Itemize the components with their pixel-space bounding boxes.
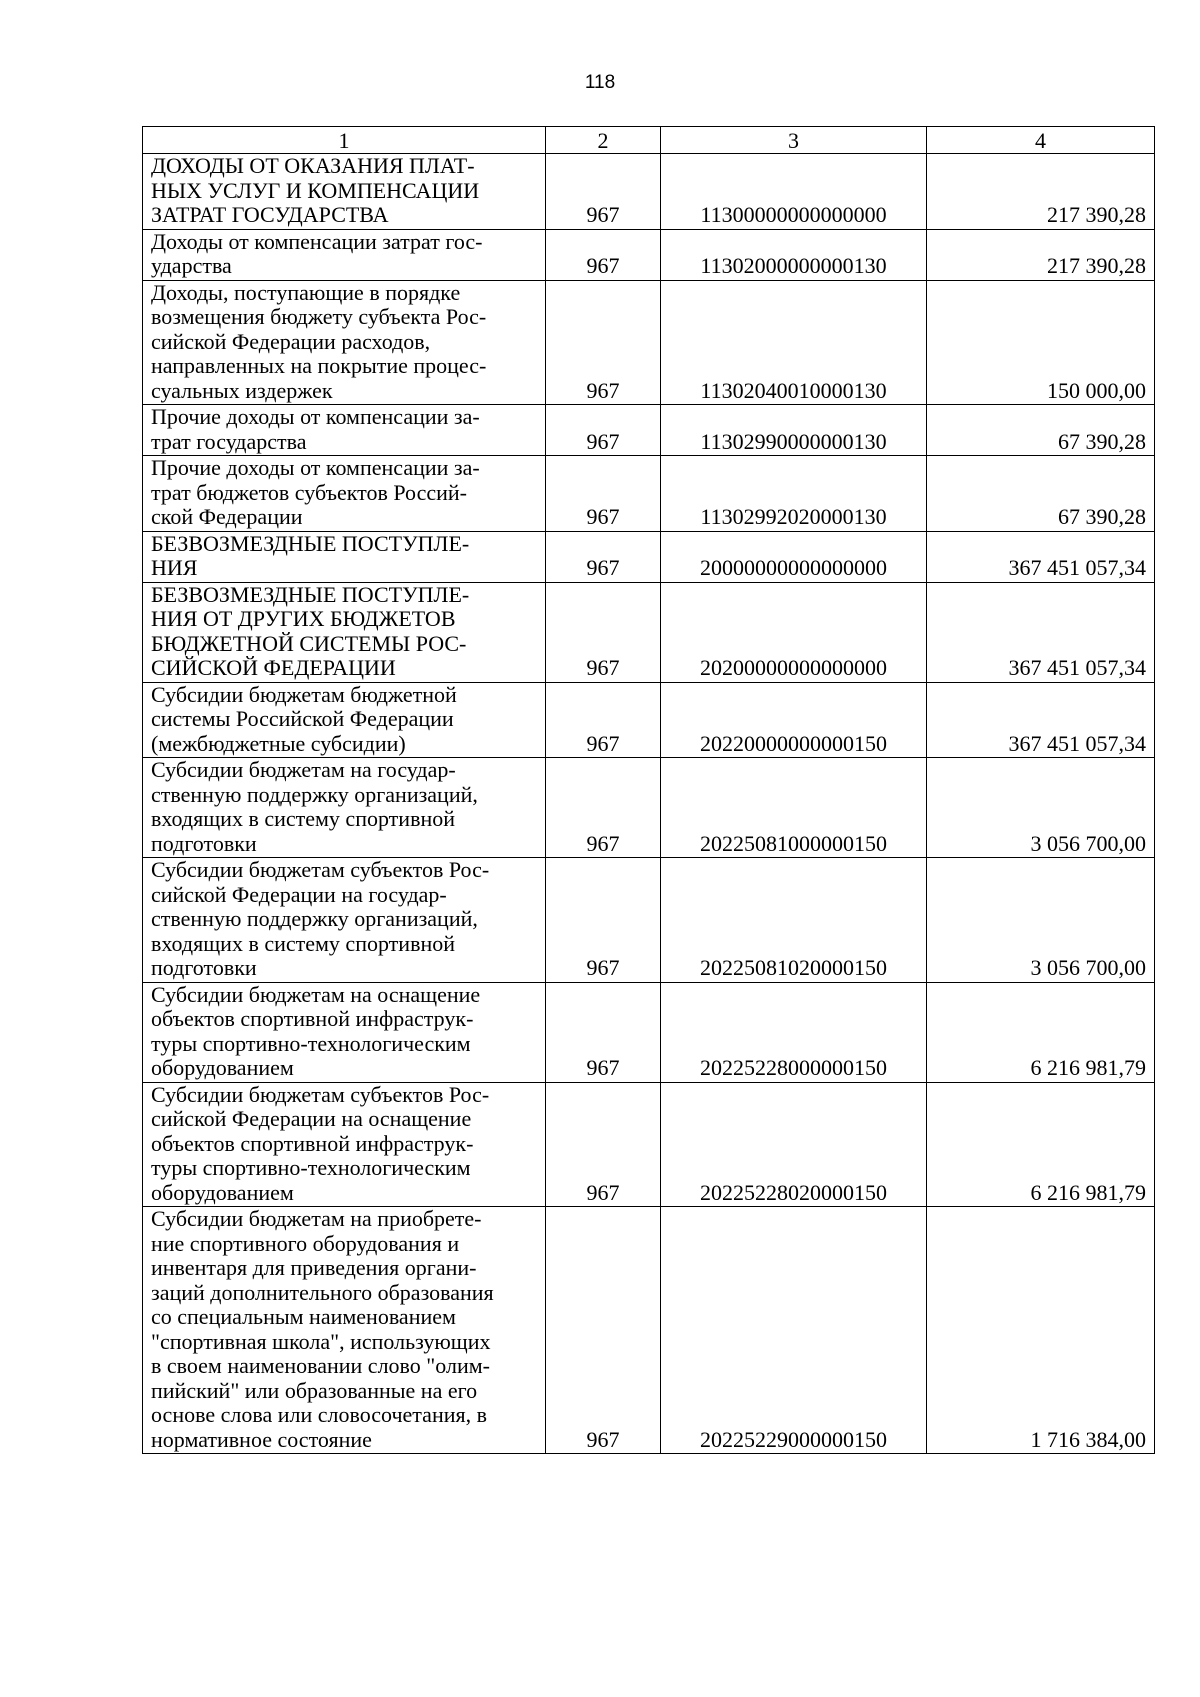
row-admin-code: 967 [546,582,661,682]
row-admin-code: 967 [546,154,661,230]
row-amount: 367 451 057,34 [927,531,1155,582]
row-admin-code: 967 [546,982,661,1082]
table-row [143,154,1155,230]
row-amount: 150 000,00 [927,280,1155,405]
row-amount: 67 390,28 [927,456,1155,532]
row-admin-code: 967 [546,280,661,405]
table-row [143,229,1155,280]
row-amount: 6 216 981,79 [927,982,1155,1082]
row-name: Субсидии бюджетам на приобрете- ние спортивного оборудования и инвентаря для приведения органи- заций дополнительного образования со специальным наименованием "спортивная школа", использующих в своем наименовании слово "олим- пийский" или образованные на его основе слова или словосочетания, в нормативное состояние [143,1207,546,1454]
row-amount: 217 390,28 [927,154,1155,230]
row-name: Доходы от компенсации затрат гос- ударства [143,229,546,280]
row-admin-code: 967 [546,1207,661,1454]
row-amount: 1 716 384,00 [927,1207,1155,1454]
row-budget-code: 20200000000000000 [661,582,927,682]
table-row [143,582,1155,682]
row-name: Субсидии бюджетам на государ- ственную поддержку организаций, входящих в систему спортивной подготовки [143,758,546,858]
row-amount: 6 216 981,79 [927,1082,1155,1207]
row-name: БЕЗВОЗМЕЗДНЫЕ ПОСТУПЛЕ- НИЯ ОТ ДРУГИХ БЮДЖЕТОВ БЮДЖЕТНОЙ СИСТЕМЫ РОС- СИЙСКОЙ ФЕДЕРАЦИИ [143,582,546,682]
table-row [143,1207,1155,1454]
row-admin-code: 967 [546,531,661,582]
row-admin-code: 967 [546,229,661,280]
row-admin-code: 967 [546,456,661,532]
column-header-2: 2 [546,127,661,154]
column-header-3: 3 [661,127,927,154]
table-row [143,1082,1155,1207]
row-budget-code: 11302992020000130 [661,456,927,532]
row-budget-code: 11300000000000000 [661,154,927,230]
row-budget-code: 11302000000000130 [661,229,927,280]
row-amount: 367 451 057,34 [927,582,1155,682]
row-budget-code: 20225228020000150 [661,1082,927,1207]
row-admin-code: 967 [546,682,661,758]
table-row [143,405,1155,456]
row-budget-code: 20220000000000150 [661,682,927,758]
page-number: 118 [584,72,616,93]
row-name: БЕЗВОЗМЕЗДНЫЕ ПОСТУПЛЕ- НИЯ [143,531,546,582]
row-name: Субсидии бюджетам субъектов Рос- сийской Федерации на оснащение объектов спортивной инфраструк- туры спортивно-технологическим оборудованием [143,1082,546,1207]
row-budget-code: 11302990000000130 [661,405,927,456]
row-name: Субсидии бюджетам бюджетной системы Российской Федерации (межбюджетные субсидии) [143,682,546,758]
table-row [143,682,1155,758]
row-name: Доходы, поступающие в порядке возмещения бюджету субъекта Рос- сийской Федерации расходов, направленных на покрытие процес- суальных издержек [143,280,546,405]
row-admin-code: 967 [546,1082,661,1207]
row-budget-code: 20225081000000150 [661,758,927,858]
row-name: Прочие доходы от компенсации за- трат бюджетов субъектов Россий- ской Федерации [143,456,546,532]
row-budget-code: 20225229000000150 [661,1207,927,1454]
row-amount: 3 056 700,00 [927,758,1155,858]
column-header-4: 4 [927,127,1155,154]
row-budget-code: 11302040010000130 [661,280,927,405]
table-row [143,758,1155,858]
row-budget-code: 20225081020000150 [661,858,927,983]
row-name: ДОХОДЫ ОТ ОКАЗАНИЯ ПЛАТ- НЫХ УСЛУГ И КОМПЕНСАЦИИ ЗАТРАТ ГОСУДАРСТВА [143,154,546,230]
table-row [143,456,1155,532]
table-row [143,858,1155,983]
row-budget-code: 20225228000000150 [661,982,927,1082]
row-amount: 367 451 057,34 [927,682,1155,758]
row-name: Прочие доходы от компенсации за- трат государства [143,405,546,456]
row-admin-code: 967 [546,758,661,858]
row-amount: 217 390,28 [927,229,1155,280]
table-row [143,531,1155,582]
header-row [143,127,1155,154]
budget-table [142,126,1155,1454]
row-admin-code: 967 [546,858,661,983]
row-name: Субсидии бюджетам субъектов Рос- сийской Федерации на государ- ственную поддержку организаций, входящих в систему спортивной подготовки [143,858,546,983]
row-amount: 3 056 700,00 [927,858,1155,983]
row-amount: 67 390,28 [927,405,1155,456]
table-row [143,982,1155,1082]
row-admin-code: 967 [546,405,661,456]
table-row [143,280,1155,405]
row-name: Субсидии бюджетам на оснащение объектов спортивной инфраструк- туры спортивно-технологическим оборудованием [143,982,546,1082]
row-budget-code: 20000000000000000 [661,531,927,582]
column-header-1: 1 [143,127,546,154]
